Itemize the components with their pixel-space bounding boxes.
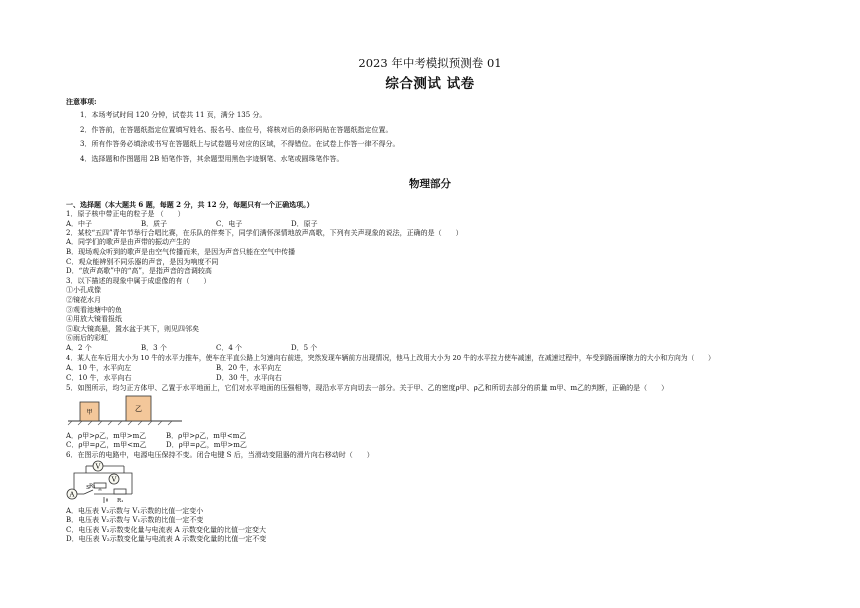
note-item: 2．作答前，在答题纸指定位置填写姓名、报名号、座位号，将核对后的条形码贴在答题纸指定位置。 bbox=[80, 126, 393, 134]
q2-option-b: B．现场观众听到的歌声是由空气传播而来，是因为声音只能在空气中传播 bbox=[66, 248, 296, 256]
q1-option-b: B．质子 bbox=[141, 220, 168, 228]
q3-item: ⑤取大镜高悬，置水盆于其下，则见四邻矣 bbox=[66, 325, 199, 333]
q4-option-d: D．30 牛，水平向右 bbox=[216, 374, 282, 382]
q6-option-d: D．电压表 V₂示数变化量与电流表 A 示数变化量的比值一定不变 bbox=[66, 535, 267, 543]
note-item: 3．所有作答务必填涂或书写在答题纸上与试卷题号对应的区域，不得错位。在试卷上作答一律不得分。 bbox=[80, 140, 400, 148]
q5-cubes-figure bbox=[66, 394, 186, 426]
q3-stem: 3．以下描述的现象中属于成虚像的有（ ） bbox=[66, 277, 211, 285]
q2-stem: 2．某校“五四”青年节举行合唱比赛，在乐队的伴奏下，同学们满怀深情地放声高歌，下列有关声现象的说法，正确的是（ ） bbox=[66, 229, 463, 237]
q6-stem: 6．在图示的电路中，电源电压保持不变。闭合电键 S 后，当滑动变阻器的滑片向右移动时（ ） bbox=[66, 451, 374, 459]
q6-option-b: B．电压表 V₂示数与 V₁示数的比值一定不变 bbox=[66, 516, 204, 524]
q3-item: ③观看池塘中的鱼 bbox=[66, 306, 122, 314]
q4-option-b: B．20 牛，水平向左 bbox=[216, 364, 282, 372]
q4-option-c: C．10 牛，水平向右 bbox=[66, 374, 132, 382]
section-title: 物理部分 bbox=[409, 178, 451, 190]
svg-text:V: V bbox=[111, 475, 117, 484]
part1-heading: 一、选择题（本大题共 6 题，每题 2 分，共 12 分，每题只有一个正确选项。） bbox=[66, 200, 314, 209]
q4-option-a: A．10 牛，水平向左 bbox=[66, 364, 132, 372]
r2-label: R₂ bbox=[89, 483, 96, 490]
q3-option-a: A．2 个 bbox=[66, 344, 92, 352]
q6-option-c: C．电压表 V₂示数变化量与电流表 A 示数变化量的比值一定变大 bbox=[66, 526, 266, 534]
q2-option-c: C．观众能辨别不同乐器的声音，是因为响度不同 bbox=[66, 258, 219, 266]
q5-option-c: C．ρ甲=ρ乙，m甲<m乙 bbox=[66, 441, 147, 449]
q3-option-d: D．5 个 bbox=[291, 344, 318, 352]
ground-hatch bbox=[68, 421, 172, 425]
q6-option-a: A．电压表 V₂示数与 V₁示数的比值一定变小 bbox=[66, 507, 204, 515]
r1-label: R₁ bbox=[117, 498, 124, 504]
q4-stem: 4．某人在车后用大小为 10 牛的水平力推车，使车在平直公路上匀速向右前进，突然发现车辆前方出现情况，他马上改用大小为 20 牛的水平拉力使车减速，在减速过程中，车受到路面摩擦力的大小和方向为（ ） bbox=[66, 354, 715, 362]
q1-option-c: C．电子 bbox=[216, 220, 243, 228]
q1-option-d: D．原子 bbox=[291, 220, 318, 228]
q3-item: ②镜花水月 bbox=[66, 296, 101, 304]
q1-stem: 1．原子核中带正电的粒子是 （ ） bbox=[66, 210, 185, 218]
cube-yi-label: 乙 bbox=[135, 405, 142, 413]
exam-title: 2023 年中考模拟预测卷 01 bbox=[358, 56, 502, 70]
q3-item: ①小孔成像 bbox=[66, 286, 101, 294]
svg-text:A: A bbox=[69, 490, 75, 499]
rheostat-r2 bbox=[94, 483, 106, 488]
svg-text:V: V bbox=[95, 462, 101, 471]
resistor-r1 bbox=[114, 489, 126, 494]
q5-option-a: A．ρ甲>ρ乙，m甲>m乙 bbox=[66, 432, 147, 440]
note-item: 1．本场考试时间 120 分钟，试卷共 11 页，满分 135 分。 bbox=[80, 111, 267, 119]
cube-jia-label: 甲 bbox=[86, 409, 93, 416]
q5-stem: 5．如图所示，均匀正方体甲、乙置于水平地面上，它们对水平地面的压强相等，现沿水平方向切去一部分。关于甲、乙的密度ρ甲、ρ乙和所切去部分的质量 m甲、m乙的判断，正确的是（ ） bbox=[66, 384, 669, 392]
q2-option-d: D．“放声高歌”中的“高”，是指声音的音调较高 bbox=[66, 267, 212, 275]
q3-item: ④用放大镜看报纸 bbox=[66, 315, 122, 323]
q3-option-c: C．4 个 bbox=[216, 344, 243, 352]
exam-subtitle: 综合测试 试卷 bbox=[385, 76, 475, 92]
notes-heading: 注意事项: bbox=[66, 97, 97, 106]
switch-label: S bbox=[86, 485, 90, 491]
q3-option-b: B．3 个 bbox=[141, 344, 167, 352]
q6-circuit-figure bbox=[64, 459, 144, 505]
q2-option-a: A．同学们的歌声是由声带的振动产生的 bbox=[66, 238, 191, 246]
q5-option-b: B．ρ甲>ρ乙，m甲<m乙 bbox=[166, 432, 247, 440]
q5-option-d: D．ρ甲=ρ乙，m甲>m乙 bbox=[166, 441, 247, 449]
q3-item: ⑥雨后的彩虹 bbox=[66, 334, 108, 342]
note-item: 4．选择题和作图题用 2B 铅笔作答，其余题型用黑色字迹钢笔、水笔或圆珠笔作答。 bbox=[80, 155, 344, 163]
q1-option-a: A．中子 bbox=[66, 220, 93, 228]
